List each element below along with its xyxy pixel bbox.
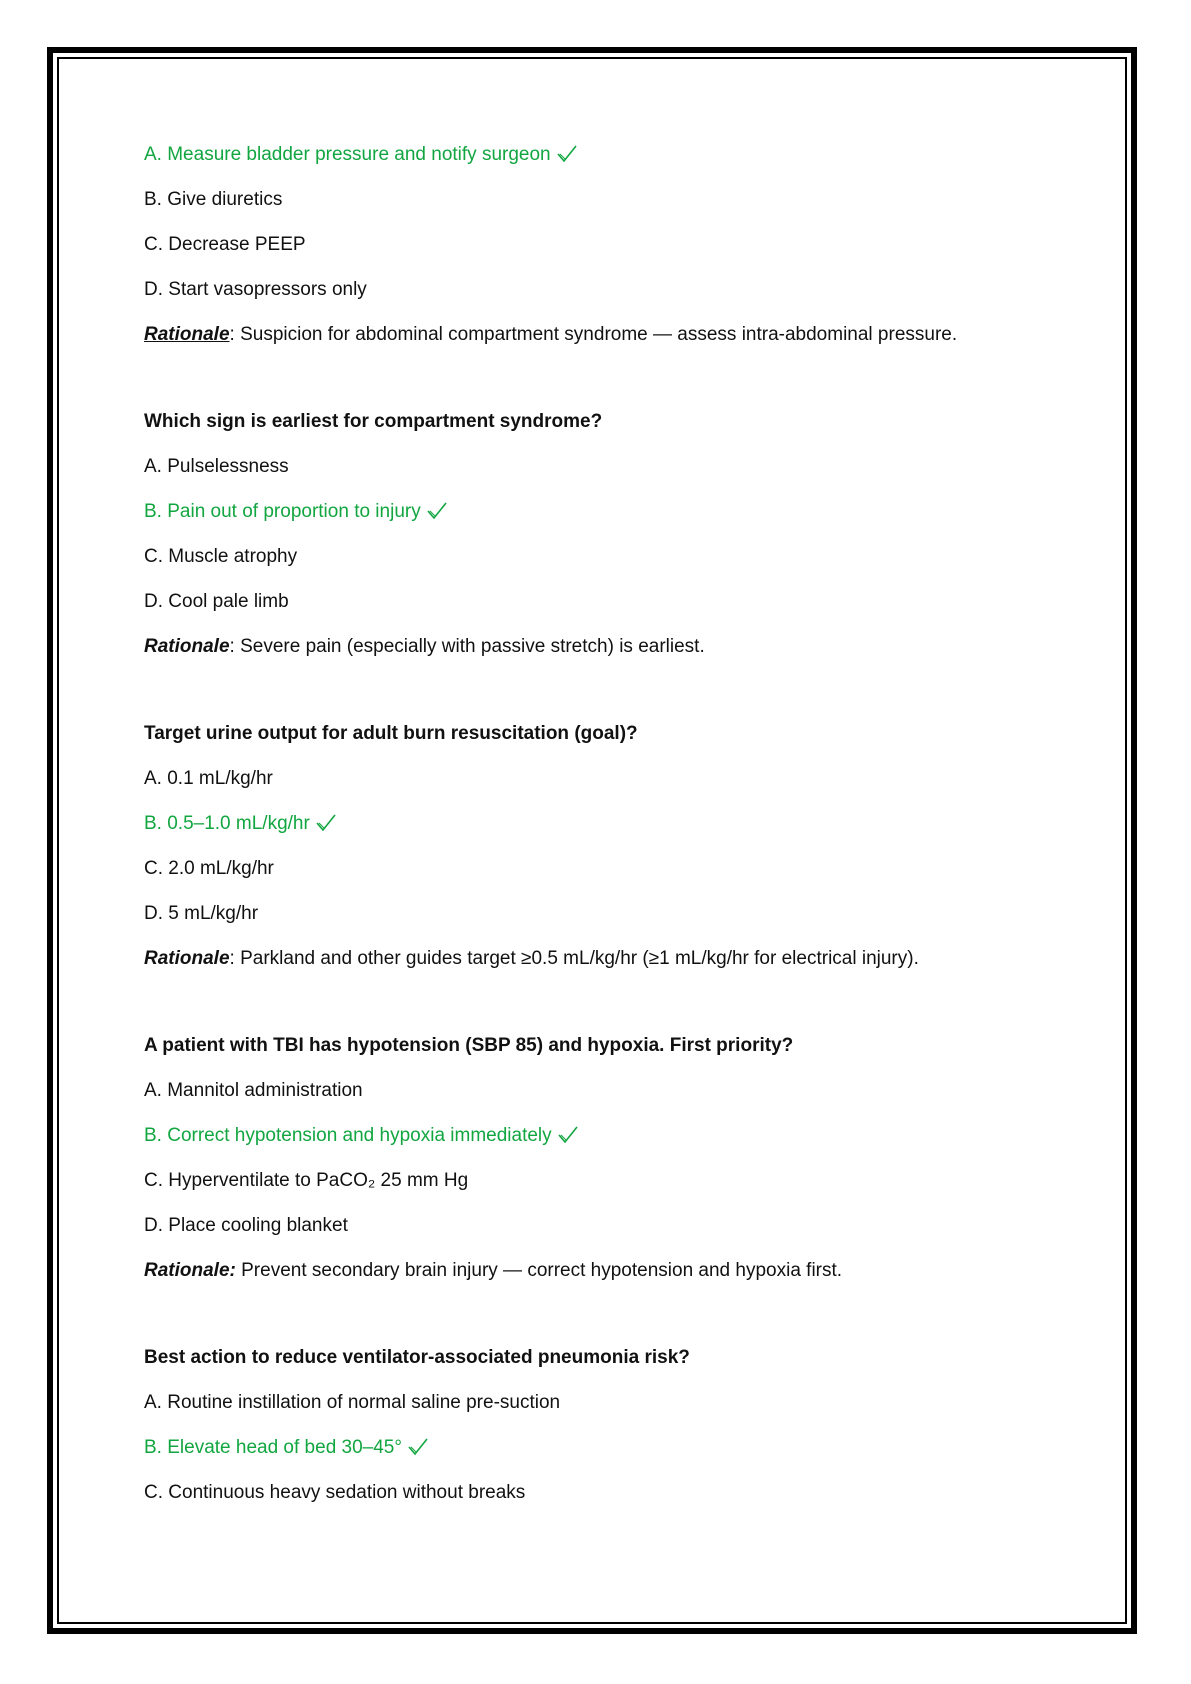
option-a: A. Mannitol administration xyxy=(144,1080,363,1101)
option-d: D. Place cooling blanket xyxy=(144,1215,348,1236)
option-a: A. Routine instillation of normal saline pre-suction xyxy=(144,1392,561,1413)
rationale-text: : Suspicion for abdominal compartment syndrome — assess intra-abdominal pressure. xyxy=(229,324,958,345)
option-b: B. Give diuretics xyxy=(144,189,283,210)
rationale xyxy=(144,1259,1044,1283)
rationale xyxy=(144,323,1044,347)
question-title: A patient with TBI has hypotension (SBP 85) and hypoxia. First priority? xyxy=(144,1035,794,1056)
option-b-correct: B. Pain out of proportion to injury xyxy=(144,500,1044,524)
option-a: A. Pulselessness xyxy=(144,456,289,477)
rationale-label: Rationale xyxy=(144,324,230,345)
question-title: Which sign is earliest for compartment syndrome? xyxy=(144,411,603,432)
option-c: C. Hyperventilate to PaCO₂ 25 mm Hg xyxy=(144,1170,469,1191)
check-icon xyxy=(557,145,577,163)
check-icon xyxy=(316,814,336,832)
rationale-text: : Parkland and other guides target ≥0.5 mL/kg/hr (≥1 mL/kg/hr for electrical injury). xyxy=(229,948,919,969)
check-icon xyxy=(427,502,447,520)
check-icon xyxy=(558,1126,578,1144)
option-d: D. Cool pale limb xyxy=(144,591,289,612)
option-b-correct: B. Elevate head of bed 30–45° xyxy=(144,1436,1044,1460)
rationale xyxy=(144,947,1044,971)
option-a: A. 0.1 mL/kg/hr xyxy=(144,768,273,789)
option-c: C. Muscle atrophy xyxy=(144,546,298,567)
option-a-correct: A. Measure bladder pressure and notify surgeon xyxy=(144,143,1044,167)
option-d: D. 5 mL/kg/hr xyxy=(144,903,259,924)
option-c: C. Decrease PEEP xyxy=(144,234,306,255)
rationale xyxy=(144,635,1044,659)
rationale-label: Rationale: xyxy=(144,1260,236,1281)
option-b-correct: B. 0.5–1.0 mL/kg/hr xyxy=(144,812,1044,836)
option-c: C. Continuous heavy sedation without breaks xyxy=(144,1482,526,1503)
rationale-label: Rationale xyxy=(144,948,230,969)
rationale-text: Prevent secondary brain injury — correct hypotension and hypoxia first. xyxy=(235,1260,843,1281)
option-c: C. 2.0 mL/kg/hr xyxy=(144,858,274,879)
rationale-text: : Severe pain (especially with passive stretch) is earliest. xyxy=(229,636,705,657)
rationale-label: Rationale xyxy=(144,636,230,657)
check-icon xyxy=(408,1438,428,1456)
option-b-correct: B. Correct hypotension and hypoxia immediately xyxy=(144,1124,1044,1148)
document-content xyxy=(144,143,1044,1505)
option-d: D. Start vasopressors only xyxy=(144,279,367,300)
question-title: Target urine output for adult burn resuscitation (goal)? xyxy=(144,723,638,744)
question-title: Best action to reduce ventilator-associated pneumonia risk? xyxy=(144,1347,690,1368)
